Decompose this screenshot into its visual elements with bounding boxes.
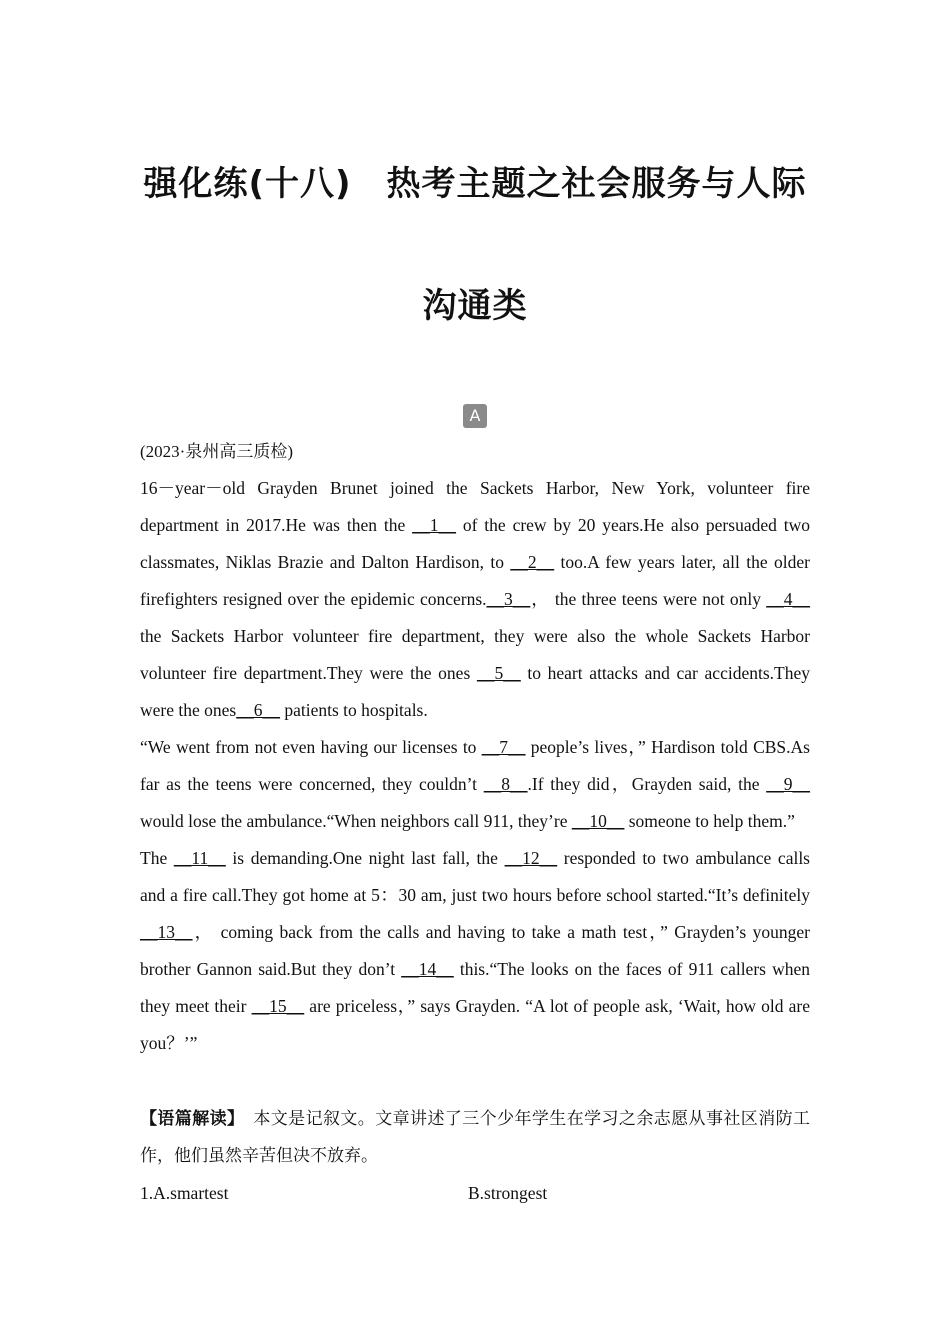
cloze-passage <box>140 470 810 1062</box>
passage-text: “We went from not even having our licenses to <box>140 737 482 757</box>
paragraph-3 <box>140 840 810 1062</box>
passage-text: .If they did，Grayden said, the <box>527 774 767 794</box>
passage-text: too.A few years later, all the older firefighters resigned over the epidemic concerns. <box>140 552 811 609</box>
passage-analysis <box>140 1101 810 1175</box>
blank-12: __12__ <box>504 848 558 868</box>
blank-13: __13__ <box>140 922 193 942</box>
blank-8: __8__ <box>483 774 528 794</box>
passage-text: people’s lives，” Hardison told CBS.As far as the teens were concerned, they couldn’t <box>140 737 810 794</box>
blank-11: __11__ <box>173 848 226 868</box>
blank-6: __6__ <box>236 700 280 720</box>
passage-text: patients to hospitals. <box>279 700 428 720</box>
analysis-tag: 【语篇解读】 <box>140 1109 236 1129</box>
blank-15: __15__ <box>251 996 305 1016</box>
passage-text: The <box>140 848 174 868</box>
passage-text: to heart attacks and car accidents.They were the ones <box>140 663 810 720</box>
passage-text: ， the three teens were not only <box>530 589 767 609</box>
passage-text: 16－year－old Grayden Brunet joined the Sackets Harbor, New York, volunteer fire department in 2017.He was then the <box>140 478 810 535</box>
passage-text: responded to two ambulance calls and a fire call.They got home at 5：30 am, just two hours before school started.“It’s definitely <box>140 848 810 905</box>
passage-text: of the crew by 20 years.He also persuaded two classmates, Niklas Brazie and Dalton Hardison, to <box>140 515 810 572</box>
passage-text: are priceless，” says Grayden. “A lot of people ask, ‘Wait, how old are you？’” <box>140 996 810 1053</box>
section-badge: A <box>463 404 487 428</box>
option-b: B.strongest <box>468 1183 548 1203</box>
blank-4: __4__ <box>766 589 810 609</box>
passage-text: ， coming back from the calls and having to take a math test，” Grayden’s younger brother Gannon said.But they don’t <box>140 922 810 979</box>
paragraph-2 <box>140 729 810 840</box>
passage-text: someone to help them.” <box>624 811 795 831</box>
blank-14: __14__ <box>401 959 454 979</box>
blank-9: __9__ <box>766 774 810 794</box>
blank-10: __10__ <box>571 811 625 831</box>
passage-text: would lose the ambulance.“When neighbors call 911, they’re <box>140 811 572 831</box>
blank-1: __1__ <box>412 515 456 535</box>
page-title: 强化练(十八) 热考主题之社会服务与人际 <box>143 164 807 204</box>
option-a: 1.A.smartest <box>140 1183 229 1203</box>
blank-2: __2__ <box>510 552 555 572</box>
source-citation: (2023·泉州高三质检) <box>140 442 293 461</box>
passage-text: this.“The looks on the faces of 911 callers when they meet their <box>140 959 811 1016</box>
analysis-text: 本文是记叙文。文章讲述了三个少年学生在学习之余志愿从事社区消防工作，他们虽然辛苦但决不放弃。 <box>140 1109 811 1166</box>
passage-text: is demanding.One night last fall, the <box>225 848 505 868</box>
paragraph-1 <box>140 470 810 729</box>
blank-3: __3__ <box>486 589 531 609</box>
page-title-continued: 沟通类 <box>422 286 528 326</box>
blank-5: __5__ <box>476 663 521 683</box>
passage-text: the Sackets Harbor volunteer fire department, they were also the whole Sackets Harbor volunteer fire department.They were the ones <box>140 626 810 683</box>
blank-7: __7__ <box>481 737 526 757</box>
